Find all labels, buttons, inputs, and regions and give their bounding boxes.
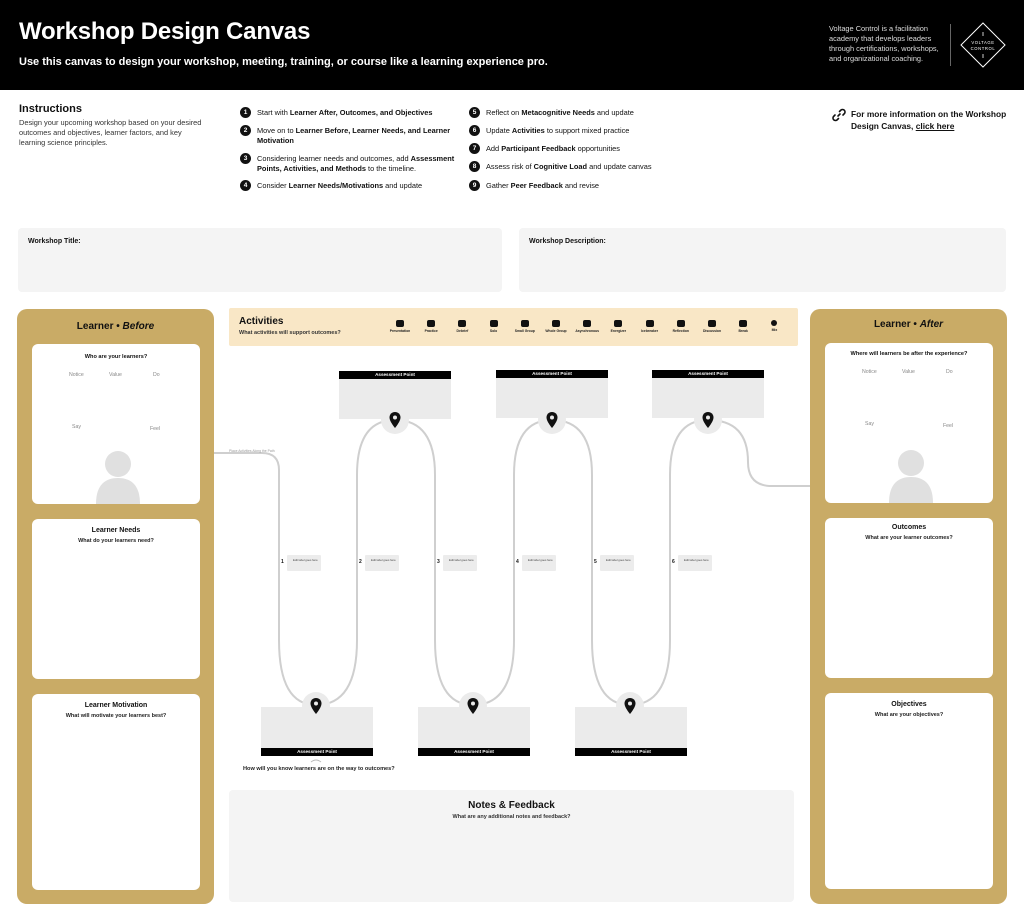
activity-label: Solo [489, 329, 498, 333]
learner-motivation-title: Learner Motivation [84, 702, 148, 709]
step-text: Start with Learner After, Outcomes, and Objectives [257, 108, 433, 117]
timeline-step-card-6[interactable] [672, 555, 712, 571]
notice-label: Notice [69, 372, 84, 378]
timeline-step-number: 5 [594, 559, 597, 565]
learner-needs-title: Learner Needs [91, 527, 141, 534]
step-text: Assess risk of Cognitive Load and update canvas [486, 162, 652, 171]
assessment-point-label: Assessment Point [339, 371, 451, 379]
map-pin-icon [615, 691, 645, 721]
activities-title: Activities [239, 316, 284, 327]
click-here-link[interactable]: click here [915, 121, 955, 131]
step-number-badge: 5 [469, 107, 480, 118]
timeline-step-text: Edit label goes here [449, 558, 474, 562]
step-text: Update Activities to support mixed practice [486, 126, 630, 135]
instructions-body: Design your upcoming workshop based on your desired outcomes and objectives, learner factors, and key learning science principles. [19, 118, 202, 147]
map-pin-icon [301, 691, 331, 721]
activity-label: Icebreaker [641, 329, 659, 333]
activity-label: Reflection [672, 329, 689, 333]
where-learners-after-title: Where will learners be after the experience? [850, 351, 968, 357]
page-title: Workshop Design Canvas [19, 18, 311, 45]
activity-label: Presentation [389, 329, 411, 333]
step-number-badge: 9 [469, 180, 480, 191]
workshop-title-label: Workshop Title: [28, 238, 81, 245]
outcomes-sub: What are your learner outcomes? [865, 535, 953, 541]
svg-text:CONTROL: CONTROL [970, 46, 996, 51]
learner-before-title: Learner • Before [76, 321, 155, 332]
step-text: Gather Peer Feedback and revise [486, 181, 599, 190]
page-subtitle: Use this canvas to design your workshop, meeting, training, or course like a learning experience pro. [19, 56, 548, 68]
assessment-point-label: Assessment Point [261, 748, 373, 756]
step-number-badge: 3 [240, 153, 251, 164]
timeline-step-text: Edit label goes here [293, 558, 318, 562]
assessment-point-label: Assessment Point [496, 370, 608, 378]
timeline-step-number: 4 [516, 559, 519, 565]
step-number-badge: 2 [240, 125, 251, 136]
step-text: Reflect on Metacognitive Needs and update [486, 108, 634, 117]
outcomes-title: Outcomes [891, 524, 927, 531]
activity-label: Whole Group [545, 329, 567, 333]
timeline-step-number: 2 [359, 559, 362, 565]
value-label: Value [902, 369, 915, 375]
timeline-step-card-4[interactable] [516, 555, 556, 571]
timeline-step-card-5[interactable] [594, 555, 634, 571]
more-info-text: For more information on the Workshop Design Canvas, [851, 109, 1007, 131]
learner-after-title: Learner • After [873, 319, 944, 330]
activity-label: Practice [424, 329, 438, 333]
activity-label: Discussion [702, 329, 722, 333]
step-text: Move on to Learner Before, Learner Needs, and Learner Motivation [257, 126, 451, 145]
activity-label: Small Group [514, 329, 535, 333]
timeline-step-card-1[interactable] [281, 555, 321, 571]
assessment-point-label: Assessment Point [575, 748, 687, 756]
timeline-step-text: Edit label goes here [371, 558, 396, 562]
place-activities-note: Place Activities Along the Path [229, 449, 275, 453]
notes-title: Notes & Feedback [468, 800, 555, 811]
feel-label: Feel [943, 423, 954, 429]
learner-motivation-sub: What will motivate your learners best? [65, 713, 167, 719]
timeline-step-number: 3 [437, 559, 440, 565]
map-pin-icon [693, 405, 723, 435]
step-text: Consider Learner Needs/Motivations and update [257, 181, 423, 190]
do-label: Do [946, 369, 953, 375]
assessment-point-label: Assessment Point [418, 748, 530, 756]
objectives-title: Objectives [891, 701, 927, 708]
svg-text:VOLTAGE: VOLTAGE [971, 40, 995, 45]
feel-label: Feel [150, 426, 161, 432]
map-pin-icon [458, 691, 488, 721]
activity-label: Break [738, 329, 748, 333]
step-number-badge: 4 [240, 180, 251, 191]
timeline-step-number: 1 [281, 559, 284, 565]
timeline-step-text: Edit label goes here [684, 558, 709, 562]
timeline-step-number: 6 [672, 559, 675, 565]
step-text: Considering learner needs and outcomes, add Assessment Points, Activities, and Methods to the timeline. [257, 154, 455, 173]
notes-feedback-box[interactable] [229, 790, 794, 902]
map-pin-icon [380, 405, 410, 435]
activity-label: Energizer [610, 329, 627, 333]
say-label: Say [865, 421, 874, 427]
timeline-step-text: Edit label goes here [606, 558, 631, 562]
instructions-title: Instructions [19, 103, 82, 115]
say-label: Say [72, 424, 81, 430]
activities-sub: What activities will support outcomes? [239, 330, 341, 336]
timeline-step-card-3[interactable] [437, 555, 477, 571]
step-text: Add Participant Feedback opportunities [486, 144, 620, 153]
assessment-point-label: Assessment Point [652, 370, 764, 378]
step-number-badge: 1 [240, 107, 251, 118]
step-number-badge: 6 [469, 125, 480, 136]
activity-label: Asynchronous [575, 329, 600, 333]
learner-needs-sub: What do your learners need? [78, 538, 154, 544]
notes-sub: What are any additional notes and feedback? [452, 814, 571, 820]
activity-label: Mix [771, 328, 778, 332]
value-label: Value [109, 372, 122, 378]
activity-label: Debrief [456, 329, 469, 333]
voltage-control-description: Voltage Control is a facilitation academy that develops leaders through certifications, workshops, and organizational coaching. [829, 24, 939, 63]
timeline-step-card-2[interactable] [359, 555, 399, 571]
notice-label: Notice [862, 369, 877, 375]
step-number-badge: 7 [469, 143, 480, 154]
who-are-learners-title: Who are your learners? [84, 354, 148, 360]
objectives-sub: What are your objectives? [874, 712, 944, 718]
map-pin-icon [537, 405, 567, 435]
timeline-step-text: Edit label goes here [528, 558, 553, 562]
bottom-question: How will you know learners are on the way to outcomes? [243, 766, 395, 772]
step-number-badge: 8 [469, 161, 480, 172]
workshop-description-label: Workshop Description: [529, 238, 606, 245]
do-label: Do [153, 372, 160, 378]
